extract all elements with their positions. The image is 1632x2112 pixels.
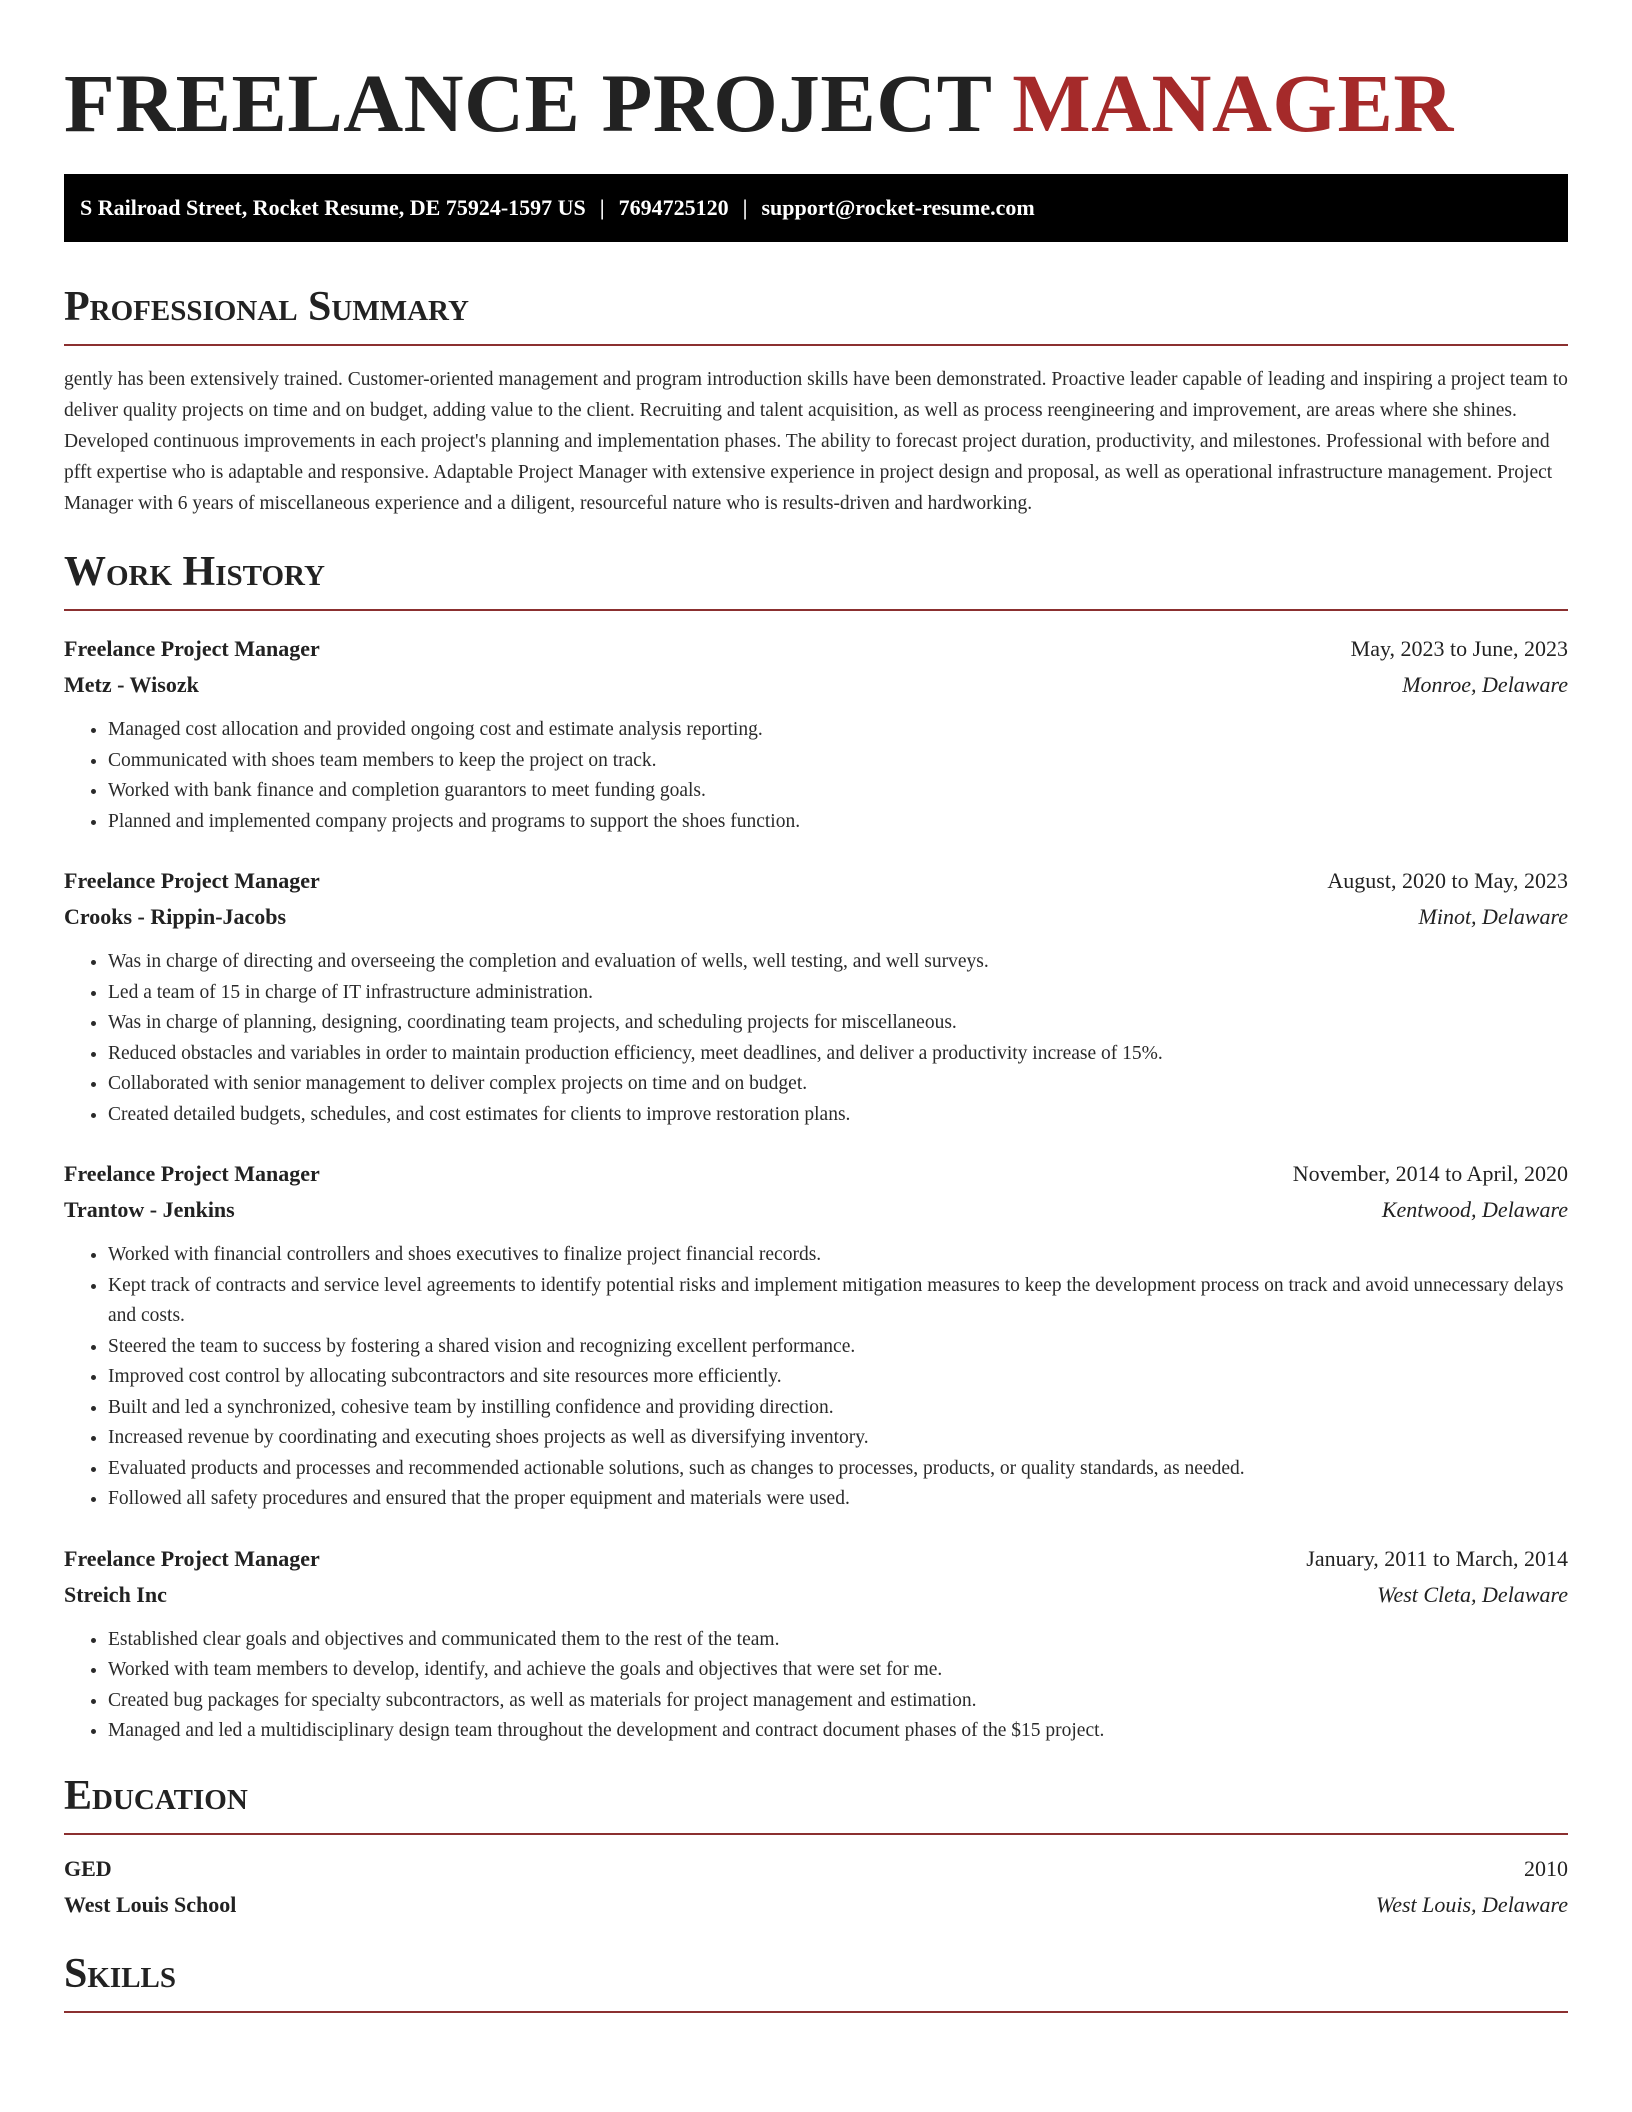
job-bullet: • Collaborated with senior management to deliver complex projects on time and on budget. [108,1069,1568,1100]
job-company: Trantow - Jenkins [64,1197,235,1222]
contact-separator: | [742,195,748,220]
job-bullet: • Increased revenue by coordinating and executing shoes projects as well as diversifying inventory. [108,1423,1568,1454]
education-year: 2010 [1524,1855,1568,1881]
contact-email[interactable]: support@rocket-resume.com [761,195,1035,220]
job-bullet: • Steered the team to success by fostering a shared vision and recognizing excellent performance. [108,1332,1568,1363]
job-bullet: • Worked with bank finance and completion guarantors to meet funding goals. [108,776,1568,807]
resume-name-heading [64,0,1568,148]
job-bullet: • Reduced obstacles and variables in order to maintain production efficiency, meet deadlines, and deliver a productivity increase of 15%. [108,1039,1568,1070]
job-bullet: • Evaluated products and processes and recommended actionable solutions, such as changes to processes, products, or quality standards, as needed. [108,1454,1568,1485]
job-role: Freelance Project Manager [64,1161,320,1186]
job-location: Minot, Delaware [1418,904,1568,929]
education-row-1 [64,1851,1568,1887]
job-company: Crooks - Rippin-Jacobs [64,904,287,929]
job-row-title [64,631,1568,667]
contact-bar [64,174,1568,242]
job-entry [64,1156,1568,1515]
job-row-title [64,1541,1568,1577]
section-title-education: Education [64,1771,1568,1835]
contact-separator: | [599,195,605,220]
contact-phone[interactable]: 7694725120 [618,195,729,220]
job-bullet: • Followed all safety procedures and ensured that the proper equipment and materials were used. [108,1484,1568,1515]
job-bullet: • Worked with financial controllers and shoes executives to finalize project financial records. [108,1240,1568,1271]
education-school: West Louis School [64,1891,237,1917]
section-title-skills: Skills [64,1949,1568,2013]
job-row-company [64,667,1568,703]
job-bullet: • Was in charge of directing and overseeing the completion and evaluation of wells, well testing, and well surveys. [108,947,1568,978]
job-bullet: • Improved cost control by allocating subcontractors and site resources more efficiently. [108,1362,1568,1393]
job-entry [64,631,1568,837]
education-entry [64,1851,1568,1923]
job-bullet: • Built and led a synchronized, cohesive team by instilling confidence and providing direction. [108,1393,1568,1424]
job-dates: January, 2011 to March, 2014 [1306,1545,1568,1571]
name-part-2-accent: MANAGER [1012,57,1454,149]
education-degree: GED [64,1855,112,1881]
job-dates: May, 2023 to June, 2023 [1350,636,1568,661]
education-row-2 [64,1887,1568,1923]
job-bullet: • Planned and implemented company projects and programs to support the shoes function. [108,807,1568,838]
job-bullet-list [64,1240,1568,1515]
job-role: Freelance Project Manager [64,1545,320,1571]
job-bullet: • Managed cost allocation and provided ongoing cost and estimate analysis reporting. [108,715,1568,746]
job-bullet: • Led a team of 15 in charge of IT infrastructure administration. [108,978,1568,1009]
job-bullet: • Kept track of contracts and service level agreements to identify potential risks and implement mitigation measures to keep the development process on track and avoid unnecessary delays and costs. [108,1271,1568,1332]
job-dates: November, 2014 to April, 2020 [1292,1161,1568,1186]
job-entry [64,863,1568,1130]
job-bullet: • Was in charge of planning, designing, coordinating team projects, and scheduling projects for miscellaneous. [108,1008,1568,1039]
job-bullet: • Communicated with shoes team members to keep the project on track. [108,746,1568,777]
job-company: Streich Inc [64,1581,167,1607]
job-bullet-list [64,947,1568,1130]
job-bullet: • Established clear goals and objectives and communicated them to the rest of the team. [108,1625,1568,1656]
job-row-company [64,899,1568,935]
section-title-summary: Professional Summary [64,282,1568,346]
work-history-list [64,631,1568,1747]
job-row-title [64,863,1568,899]
summary-text: gently has been extensively trained. Customer-oriented management and program introduction skills have been demonstrated. Proactive leader capable of leading and inspiring a project team to deliver quality projects on time and on budget, adding value to the client. Recruiting and talent acquisition, as well as process reengineering and improvement, are areas where she shines. Developed continuous improvements in each project's planning and implementation phases. The ability to forecast project duration, productivity, and milestones. Professional with before and pfft expertise who is adaptable and responsive. Adaptable Project Manager with extensive experience in project design and proposal, as well as operational infrastructure management. Project Manager with 6 years of miscellaneous experience and a diligent, resourceful nature who is results-driven and hardworking. [64,369,1568,514]
job-company: Metz - Wisozk [64,672,199,697]
section-title-work-history: Work History [64,547,1568,611]
job-bullet: • Worked with team members to develop, identify, and achieve the goals and objectives that were set for me. [108,1655,1568,1686]
job-bullet: • Created detailed budgets, schedules, and cost estimates for clients to improve restoration plans. [108,1100,1568,1131]
job-location: West Cleta, Delaware [1377,1581,1568,1607]
job-location: Monroe, Delaware [1402,672,1568,697]
job-role: Freelance Project Manager [64,636,320,661]
job-bullet: • Created bug packages for specialty subcontractors, as well as materials for project management and estimation. [108,1686,1568,1717]
job-bullet-list [64,715,1568,837]
job-location: Kentwood, Delaware [1381,1197,1568,1222]
job-row-title [64,1156,1568,1192]
job-bullet: • Managed and led a multidisciplinary design team throughout the development and contract document phases of the $15 project. [108,1716,1568,1747]
contact-address: S Railroad Street, Rocket Resume, DE 75924-1597 US [80,195,586,220]
job-entry [64,1541,1568,1747]
name-part-1: FREELANCE PROJECT [64,57,992,149]
job-role: Freelance Project Manager [64,868,320,893]
job-row-company [64,1192,1568,1228]
job-bullet-list [64,1625,1568,1747]
job-dates: August, 2020 to May, 2023 [1327,868,1568,893]
education-location: West Louis, Delaware [1375,1891,1568,1917]
job-row-company [64,1577,1568,1613]
